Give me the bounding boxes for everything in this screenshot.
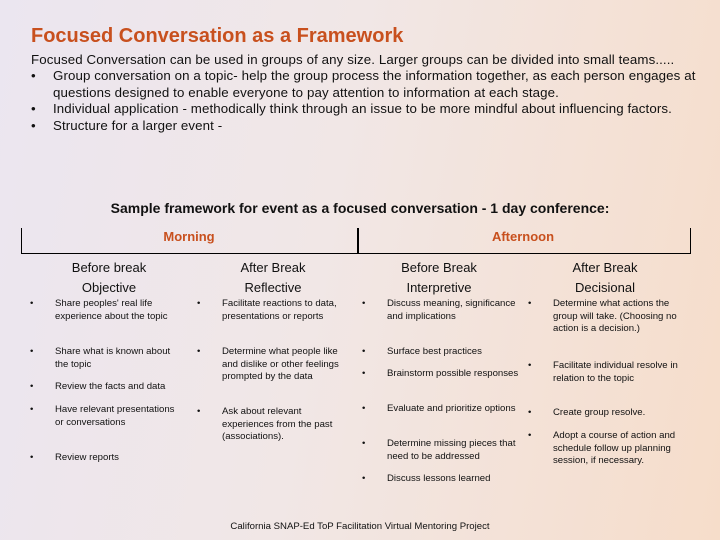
column-heading-reflective xyxy=(200,258,346,298)
list-item: • Facilitate reactions to data, presentations or reports xyxy=(197,298,337,322)
list-item: • Ask about relevant experiences from the past (associations). xyxy=(197,406,333,443)
column-items-interpretive xyxy=(362,298,522,498)
column-title: After Break xyxy=(240,260,306,275)
list-item: • Determine missing pieces that need to be addressed xyxy=(362,438,516,462)
list-item: • Discuss lessons learned xyxy=(362,473,491,484)
column-stage: Decisional xyxy=(575,280,635,295)
list-item: • Facilitate individual resolve in relation to the topic xyxy=(528,360,678,384)
column-title: Before Break xyxy=(401,260,477,275)
column-heading-decisional xyxy=(530,258,680,298)
column-title: Before break xyxy=(71,260,147,275)
list-item: • Determine what people like and dislike or other feelings prompted by the data xyxy=(197,346,339,383)
list-item: • Have relevant presentations or conversations xyxy=(30,404,175,428)
morning-header: Morning xyxy=(163,229,215,244)
column-items-objective xyxy=(30,298,180,498)
intro-bullet: • Individual application - methodically think through an issue to be more mindful about influencing factors. xyxy=(31,101,696,117)
intro-text: Focused Conversation can be used in groups of any size. Larger groups can be divided into small teams..... xyxy=(31,52,675,67)
column-heading-interpretive xyxy=(364,258,514,298)
intro-bullet: • Structure for a larger event - xyxy=(31,118,696,134)
afternoon-header: Afternoon xyxy=(491,229,555,244)
column-stage: Objective xyxy=(81,280,137,295)
column-title: After Break xyxy=(572,260,638,275)
column-heading-objective xyxy=(38,258,180,298)
column-items-reflective xyxy=(197,298,354,498)
framework-subtitle: Sample framework for event as a focused conversation - 1 day conference: xyxy=(110,200,610,216)
intro-bullet: • Group conversation on a topic- help the group process the information together, as each person engages at questions designed to enable everyone to pay attention to information at each stage. xyxy=(31,68,696,101)
list-item: • Review the facts and data xyxy=(30,381,166,392)
intro-section xyxy=(31,52,696,134)
list-item: • Create group resolve. xyxy=(528,407,646,418)
list-item: • Share peoples' real life experience about the topic xyxy=(30,298,168,322)
list-item: • Share what is known about the topic xyxy=(30,346,171,370)
list-item: • Surface best practices xyxy=(362,346,482,357)
column-items-decisional xyxy=(528,298,678,498)
column-stage: Interpretive xyxy=(406,280,472,295)
list-item: • Determine what actions the group will take. (Choosing no action is a decision.) xyxy=(528,298,677,335)
footer-credit: California SNAP-Ed ToP Facilitation Virtual Mentoring Project xyxy=(230,521,490,532)
column-stage: Reflective xyxy=(244,280,302,295)
list-item: • Review reports xyxy=(30,452,119,463)
list-item: • Brainstorm possible responses xyxy=(362,368,519,379)
slide-title: Focused Conversation as a Framework xyxy=(31,25,404,47)
list-item: • Discuss meaning, significance and implications xyxy=(362,298,516,322)
list-item: • Evaluate and prioritize options xyxy=(362,403,516,414)
list-item: • Adopt a course of action and schedule follow up planning session, if necessary. xyxy=(528,430,676,467)
